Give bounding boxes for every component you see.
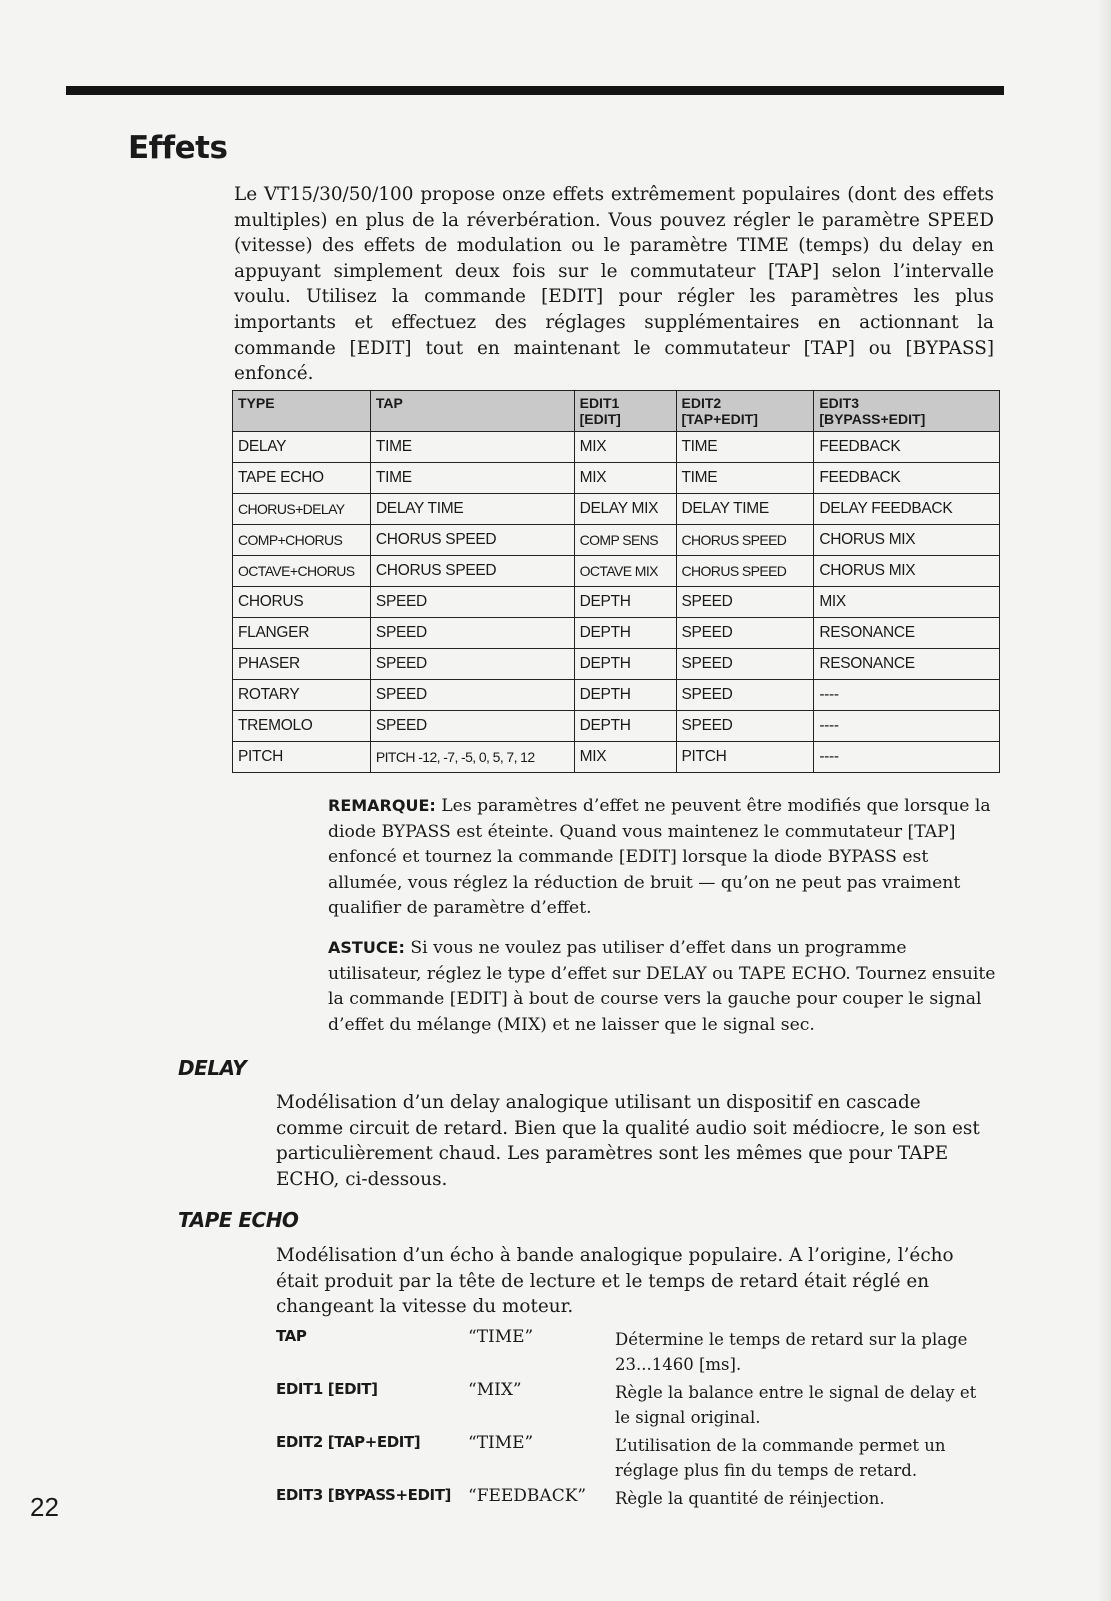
cell-edit1: DEPTH bbox=[574, 680, 676, 711]
cell-tap: CHORUS SPEED bbox=[370, 525, 574, 556]
intro-paragraph: Le VT15/30/50/100 propose onze effets extrêmement populaires (dont des effets multiples) en plus de la réverbération. Vous pouvez régler le paramètre SPEED (vitesse) des effets de modulation ou le paramètre TIME (temps) du delay en appuyant simplement deux fois sur le commutateur [TAP] selon l’intervalle voulu. Utilisez la commande [EDIT] pour régler les paramètres les plus importants et effectuez des réglages supplémentaires en actionnant la commande [EDIT] tout en maintenant le commutateur [TAP] ou [BYPASS] enfoncé. bbox=[234, 184, 994, 385]
cell-edit3: CHORUS MIX bbox=[814, 556, 1000, 587]
cell-edit1: MIX bbox=[574, 463, 676, 494]
table-row bbox=[233, 463, 1000, 494]
param-row-edit3 bbox=[276, 1486, 996, 1538]
table-row bbox=[233, 680, 1000, 711]
cell-edit2: SPEED bbox=[676, 618, 814, 649]
top-rule bbox=[66, 86, 1004, 95]
astuce-note bbox=[328, 935, 996, 1038]
remarque-note bbox=[328, 793, 996, 922]
param-description: Règle la balance entre le signal de delay et le signal original. bbox=[615, 1383, 977, 1427]
tape-echo-description: Modélisation d’un écho à bande analogique populaire. A l’origine, l’écho était produit par la tête de lecture et le temps de retard était réglé en changeant la vitesse du moteur. bbox=[276, 1245, 954, 1318]
cell-edit2: TIME bbox=[676, 432, 814, 463]
cell-edit1: DELAY MIX bbox=[574, 494, 676, 525]
cell-type: COMP+CHORUS bbox=[233, 525, 371, 556]
cell-edit1: DEPTH bbox=[574, 618, 676, 649]
col-header-edit3: EDIT3 [BYPASS+EDIT] bbox=[814, 391, 1000, 432]
param-key: EDIT3 [BYPASS+EDIT] bbox=[276, 1486, 451, 1504]
cell-tap: CHORUS SPEED bbox=[370, 556, 574, 587]
param-description: Règle la quantité de réinjection. bbox=[615, 1489, 885, 1508]
cell-type: TAPE ECHO bbox=[233, 463, 371, 494]
cell-edit1: MIX bbox=[574, 742, 676, 773]
cell-edit1: COMP SENS bbox=[574, 525, 676, 556]
table-row bbox=[233, 525, 1000, 556]
remarque-label: REMARQUE: bbox=[328, 796, 436, 815]
cell-tap: SPEED bbox=[370, 711, 574, 742]
cell-tap: SPEED bbox=[370, 618, 574, 649]
page-edge-shadow bbox=[1097, 0, 1111, 1601]
cell-type: DELAY bbox=[233, 432, 371, 463]
cell-tap: SPEED bbox=[370, 680, 574, 711]
cell-type: FLANGER bbox=[233, 618, 371, 649]
cell-edit1: MIX bbox=[574, 432, 676, 463]
cell-edit1: DEPTH bbox=[574, 711, 676, 742]
cell-type: OCTAVE+CHORUS bbox=[233, 556, 371, 587]
table-row bbox=[233, 711, 1000, 742]
remarque-text: Les paramètres d’effet ne peuvent être modifiés que lorsque la diode BYPASS est éteinte. Quand vous maintenez le commutateur [TAP] enfoncé et tournez la commande [EDIT] lorsque la diode BYPASS est allumée, vous réglez la réduction de bruit — qu’on ne peut pas vraiment qualifier de paramètre d’effet. bbox=[328, 796, 991, 918]
cell-edit1: DEPTH bbox=[574, 649, 676, 680]
cell-edit2: SPEED bbox=[676, 711, 814, 742]
param-key: EDIT2 [TAP+EDIT] bbox=[276, 1433, 421, 1451]
cell-type: CHORUS bbox=[233, 587, 371, 618]
cell-edit2: CHORUS SPEED bbox=[676, 525, 814, 556]
cell-edit2: SPEED bbox=[676, 587, 814, 618]
table-row bbox=[233, 556, 1000, 587]
cell-edit2: PITCH bbox=[676, 742, 814, 773]
cell-edit2: SPEED bbox=[676, 680, 814, 711]
table-row bbox=[233, 649, 1000, 680]
cell-edit1: OCTAVE MIX bbox=[574, 556, 676, 587]
astuce-label: ASTUCE: bbox=[328, 938, 405, 957]
cell-edit3: ---- bbox=[814, 742, 1000, 773]
param-description: L’utilisation de la commande permet un réglage plus fin du temps de retard. bbox=[615, 1436, 946, 1480]
cell-tap: TIME bbox=[370, 463, 574, 494]
cell-tap: SPEED bbox=[370, 587, 574, 618]
param-key: TAP bbox=[276, 1327, 307, 1345]
cell-edit3: MIX bbox=[814, 587, 1000, 618]
cell-type: PITCH bbox=[233, 742, 371, 773]
param-row-tap bbox=[276, 1327, 996, 1379]
param-value: “TIME” bbox=[468, 1433, 534, 1453]
effects-table bbox=[232, 390, 1000, 773]
delay-description: Modélisation d’un delay analogique utilisant un dispositif en cascade comme circuit de retard. Bien que la qualité audio soit médiocre, le son est particulièrement chaud. Les paramètres sont les mêmes que pour TAPE ECHO, ci-dessous. bbox=[276, 1092, 980, 1190]
cell-edit2: TIME bbox=[676, 463, 814, 494]
col-header-tap: TAP bbox=[370, 391, 574, 432]
table-row bbox=[233, 618, 1000, 649]
cell-edit3: RESONANCE bbox=[814, 649, 1000, 680]
table-row bbox=[233, 432, 1000, 463]
cell-edit3: FEEDBACK bbox=[814, 463, 1000, 494]
col-header-edit2: EDIT2 [TAP+EDIT] bbox=[676, 391, 814, 432]
cell-edit3: CHORUS MIX bbox=[814, 525, 1000, 556]
param-key: EDIT1 [EDIT] bbox=[276, 1380, 378, 1398]
table-row bbox=[233, 587, 1000, 618]
col-header-type: TYPE bbox=[233, 391, 371, 432]
table-row bbox=[233, 742, 1000, 773]
cell-type: CHORUS+DELAY bbox=[233, 494, 371, 525]
astuce-text: Si vous ne voulez pas utiliser d’effet dans un programme utilisateur, réglez le type d’effet sur DELAY ou TAPE ECHO. Tournez ensuite la commande [EDIT] à bout de course vers la gauche pour couper le signal d’effet du mélange (MIX) et ne laisser que le signal sec. bbox=[328, 938, 996, 1035]
cell-edit3: ---- bbox=[814, 711, 1000, 742]
cell-tap: SPEED bbox=[370, 649, 574, 680]
section-title: Effets bbox=[128, 130, 228, 166]
param-description: Détermine le temps de retard sur la plage 23...1460 [ms]. bbox=[615, 1330, 968, 1374]
table-row bbox=[233, 494, 1000, 525]
cell-edit2: CHORUS SPEED bbox=[676, 556, 814, 587]
cell-tap: DELAY TIME bbox=[370, 494, 574, 525]
cell-tap: PITCH -12, -7, -5, 0, 5, 7, 12 bbox=[370, 742, 574, 773]
cell-edit3: DELAY FEEDBACK bbox=[814, 494, 1000, 525]
param-value: “MIX” bbox=[468, 1380, 522, 1400]
cell-tap: TIME bbox=[370, 432, 574, 463]
tape-echo-heading: TAPE ECHO bbox=[178, 1208, 299, 1232]
col-header-edit1: EDIT1 [EDIT] bbox=[574, 391, 676, 432]
cell-edit2: DELAY TIME bbox=[676, 494, 814, 525]
param-row-edit2 bbox=[276, 1433, 996, 1485]
cell-type: PHASER bbox=[233, 649, 371, 680]
cell-edit1: DEPTH bbox=[574, 587, 676, 618]
param-row-edit1 bbox=[276, 1380, 996, 1432]
cell-edit3: ---- bbox=[814, 680, 1000, 711]
cell-type: ROTARY bbox=[233, 680, 371, 711]
delay-heading: DELAY bbox=[178, 1056, 247, 1080]
page-number: 22 bbox=[30, 1492, 59, 1522]
cell-edit3: RESONANCE bbox=[814, 618, 1000, 649]
cell-edit2: SPEED bbox=[676, 649, 814, 680]
cell-type: TREMOLO bbox=[233, 711, 371, 742]
param-value: “TIME” bbox=[468, 1327, 534, 1347]
param-value: “FEEDBACK” bbox=[468, 1486, 587, 1506]
cell-edit3: FEEDBACK bbox=[814, 432, 1000, 463]
table-header-row bbox=[233, 391, 1000, 432]
